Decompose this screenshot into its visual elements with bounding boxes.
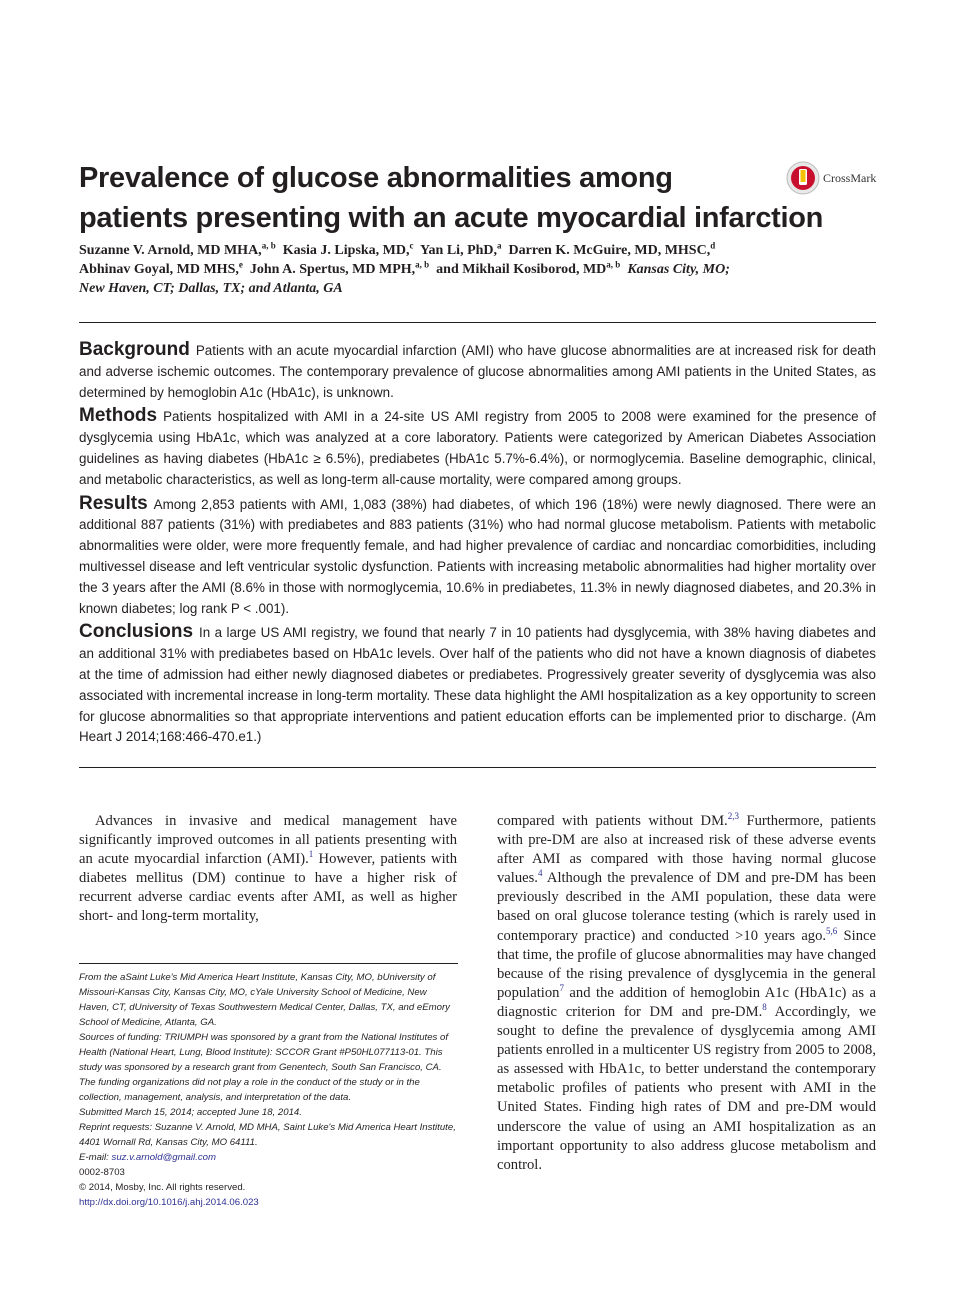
footnote-copyright: © 2014, Mosby, Inc. All rights reserved. bbox=[79, 1182, 246, 1193]
reference-link[interactable]: 1 bbox=[308, 849, 314, 860]
article-title bbox=[79, 158, 824, 238]
body-text: However, patients with diabetes mellitus (DM) continue to have a higher risk of recurrent adverse cardiac events after AMI, as well as higher short- and long-term mortality, bbox=[79, 851, 457, 925]
body-text: Accordingly, we sought to define the prevalence of dysglycemia among AMI patients enrolled in a multicenter US registry from 2005 to 2008, as assessed with HbA1c, to better understand the contemporary metabolic profiles of patients who present with AMI in the United States. Finding high rates of DM and pre-DM would underscore the value of using an AMI hospitalization as an important opportunity to also address glucose metabolism and control. bbox=[497, 1003, 877, 1173]
footnote-divider bbox=[79, 963, 458, 964]
body-text: Advances in invasive and medical management have significantly improved outcomes in all patients presenting with an acute myocardial infarction (AMI). bbox=[79, 813, 457, 868]
background-heading: Background bbox=[79, 339, 190, 360]
author-arnold: Suzanne V. Arnold, MD MHA, bbox=[79, 243, 262, 258]
abstract-divider bbox=[79, 767, 876, 768]
author-line-1 bbox=[79, 241, 879, 260]
affil-sup: a, b bbox=[261, 240, 276, 251]
reference-link[interactable]: 7 bbox=[559, 982, 564, 993]
author-list bbox=[79, 241, 879, 298]
body-text: Although the prevalence of DM and pre-DM has been previously described in the AMI population, these data were based on oral glucose tolerance testing (which is rarely used in contemporary practice) and conducted >10 years ago. bbox=[497, 870, 876, 944]
conclusions-heading: Conclusions bbox=[79, 621, 194, 643]
reference-link[interactable]: 5,6 bbox=[826, 925, 838, 936]
methods-heading: Methods bbox=[79, 405, 158, 427]
body-column-left bbox=[79, 812, 457, 927]
results-heading: Results bbox=[79, 492, 148, 514]
abstract bbox=[79, 340, 876, 751]
footnote-doi bbox=[79, 1195, 459, 1210]
top-divider bbox=[79, 322, 876, 323]
methods-text: Patients hospitalized with AMI in a 24-site US AMI registry from 2005 to 2008 were examined for the presence of dysglycemia using HbA1c, which was analyzed at a core laboratory. Patients were categorized by American Diabetes Association guidelines as having diabetes (HbA1c ≥ 6.5%), prediabetes (HbA1c 5.7%-6.4%), or normoglycemia. Baseline demographic, clinical, and metabolic characteristics, as well as long-term all-cause mortality, were compared among groups. bbox=[79, 409, 876, 487]
body-paragraph-1 bbox=[79, 812, 457, 927]
crossmark-label: CrossMark bbox=[823, 170, 877, 185]
results-text: Among 2,853 patients with AMI, 1,083 (38%) had diabetes, of which 196 (18%) were newly diagnosed. There were an additional 887 patients (31%) with prediabetes and 883 patients (31%) who had normal glucose metabolism. Patients with metabolic abnormalities were older, were more frequently female, and had higher prevalence of cardiac and noncardiac comorbidities, including multivessel disease and left ventricular systolic dysfunction. Patients with increasing metabolic abnormalities had higher mortality over the 3 years after the AMI (8.6% in those with normoglycemia, 10.6% in prediabetes, 11.3% in newly diagnosed diabetes, and 20.3% in known diabetes; log rank P < .001). bbox=[79, 496, 876, 616]
body-text: Furthermore, patients with pre-DM are also at increased risk of these adverse events after AMI as compared with those having normal glucose values. bbox=[497, 813, 876, 887]
body-text: and the addition of hemoglobin A1c (HbA1c) as a diagnostic criterion for DM and pre-DM. bbox=[497, 984, 876, 1020]
author-goyal: Abhinav Goyal, MD MHS, bbox=[79, 262, 239, 277]
author-mcguire: Darren K. McGuire, MD, MHSC, bbox=[508, 243, 711, 258]
body-paragraph-2 bbox=[497, 812, 876, 1175]
reference-link[interactable]: 2,3 bbox=[727, 811, 739, 822]
footnote-issn: 0002-8703 bbox=[79, 1167, 125, 1178]
reference-link[interactable]: 8 bbox=[762, 1002, 767, 1013]
author-li: Yan Li, PhD, bbox=[420, 243, 498, 258]
body-text: Since that time, the profile of glucose abnormalities may have changed because of the rising prevalence of dysglycemia in the general population bbox=[497, 927, 876, 1001]
email-label: E-mail: bbox=[79, 1152, 112, 1163]
affil-sup: d bbox=[710, 240, 716, 251]
conclusions-text: In a large US AMI registry, we found that nearly 7 in 10 patients had dysglycemia, with 38% having diabetes and an additional 31% with prediabetes based on HbA1c levels. Over half of the patients who did not have a known diagnosis of diabetes at the time of admission had either newly diagnosed diabetes or prediabetes. Progressively greater severity of dysglycemia was also associated with incremental increase in long-term mortality. These data highlight the AMI hospitalization as a key opportunity to screen for glucose abnormalities so that appropriate interventions and patient education efforts can be implemented prior to discharge. (Am Heart J 2014;168:466-470.e1.) bbox=[79, 625, 876, 745]
title-line-1: Prevalence of glucose abnormalities among bbox=[79, 162, 673, 194]
reference-link[interactable]: 4 bbox=[537, 868, 543, 879]
body-column-right bbox=[497, 812, 876, 1175]
footnote-submitted: Submitted March 15, 2014; accepted June 18, 2014. bbox=[79, 1107, 302, 1118]
author-line-3 bbox=[79, 279, 879, 298]
abstract-background bbox=[79, 340, 876, 403]
crossmark-icon bbox=[786, 161, 820, 195]
author-line-2 bbox=[79, 260, 879, 279]
footnote-affiliations: From the aSaint Luke's Mid America Heart Institute, Kansas City, MO, bUniversity of Missouri-Kansas City, Kansas City, MO, cYale University School of Medicine, New Haven, CT, dUniversity of Texas Southwestern Medical Center, Dallas, TX, and eEmory School of Medicine, Atlanta, GA. bbox=[79, 972, 450, 1028]
affil-sup: a bbox=[497, 240, 502, 251]
author-kosiborod: and Mikhail Kosiborod, MD bbox=[436, 262, 607, 277]
footnotes bbox=[79, 970, 459, 1210]
background-text: Patients with an acute myocardial infarction (AMI) who have glucose abnormalities are at increased risk for death and adverse ischemic outcomes. The contemporary prevalence of glucose abnormalities among AMI patients in the United States, as determined by hemoglobin A1c (HbA1c), is unknown. bbox=[79, 343, 876, 400]
affil-sup: c bbox=[409, 240, 414, 251]
author-lipska: Kasia J. Lipska, MD, bbox=[282, 243, 410, 258]
affil-sup: e bbox=[238, 259, 243, 270]
doi-link[interactable]: http://dx.doi.org/10.1016/j.ahj.2014.06.023 bbox=[79, 1197, 259, 1208]
author-location-2: New Haven, CT; Dallas, TX; and Atlanta, GA bbox=[79, 281, 343, 296]
author-location-1: Kansas City, MO; bbox=[627, 262, 730, 277]
abstract-methods bbox=[79, 406, 876, 490]
affil-sup: a, b bbox=[415, 259, 430, 270]
crossmark-badge[interactable] bbox=[786, 161, 878, 195]
email-link[interactable]: suz.v.arnold@gmail.com bbox=[111, 1152, 216, 1163]
abstract-conclusions bbox=[79, 622, 876, 748]
abstract-results bbox=[79, 494, 876, 620]
footnote-reprint: Reprint requests: Suzanne V. Arnold, MD MHA, Saint Luke's Mid America Heart Institute, 4401 Wornall Rd, Kansas City, MO 64111. bbox=[79, 1122, 456, 1148]
body-text: compared with patients without DM. bbox=[497, 813, 728, 829]
footnote-email bbox=[79, 1150, 459, 1165]
title-line-2: patients presenting with an acute myocardial infarction bbox=[79, 202, 824, 234]
author-spertus: John A. Spertus, MD MPH, bbox=[249, 262, 416, 277]
footnote-funding: Sources of funding: TRIUMPH was sponsored by a grant from the National Institutes of Health (National Heart, Lung, Blood Institute): SCCOR Grant #P50HL077113-01. This study was sponsored by a research grant from Genentech, South San Francisco, CA. The funding organizations did not play a role in the conduct of the study or in the collection, management, analysis, and interpretation of the data. bbox=[79, 1032, 449, 1103]
affil-sup: a, b bbox=[606, 259, 621, 270]
